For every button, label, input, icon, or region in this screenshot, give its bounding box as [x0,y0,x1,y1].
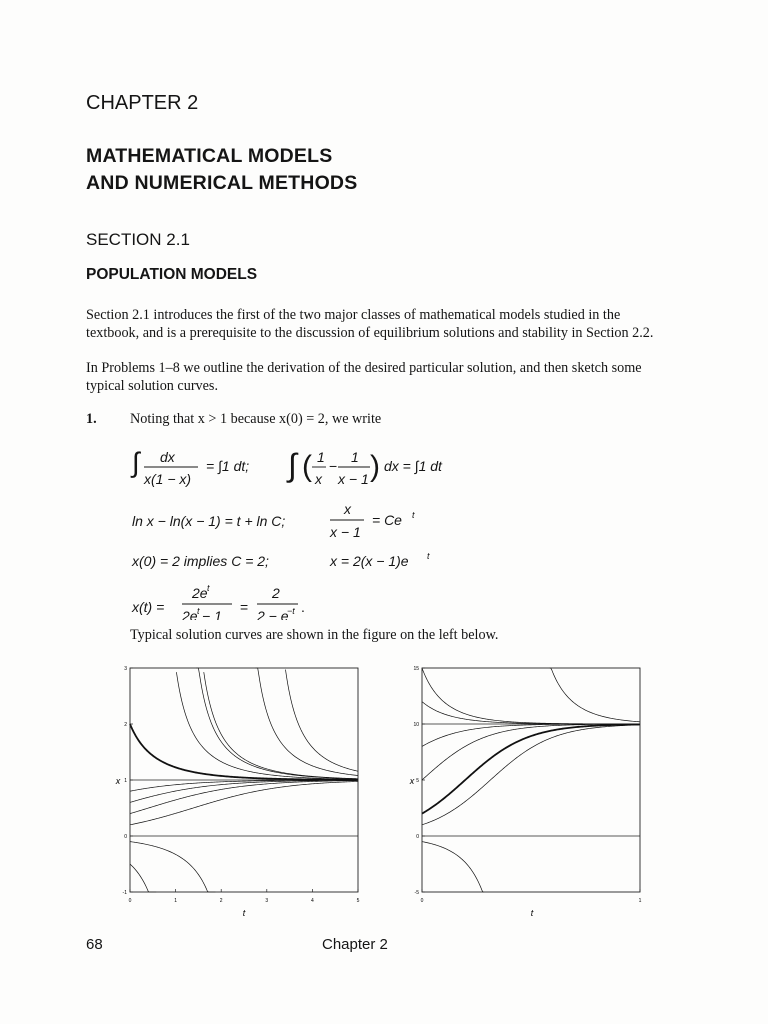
problem-lead-text: Noting that x > 1 because x(0) = 2, we write [130,411,382,427]
chart-right [408,660,648,930]
x-tick-label: 5 [356,898,360,904]
eq4-den1: 2e [182,608,198,620]
chart-left-ylabel: x [115,776,121,786]
solution-curve [176,672,358,779]
eq1r-num1: 1 [317,449,325,465]
y-tick-label: 2 [124,722,127,728]
y-tick-label: 10 [413,722,419,728]
solution-curve [422,668,640,892]
y-tick-label: -1 [122,890,127,896]
intro-paragraph [86,306,686,342]
eq1r-rhs: dx = ∫1 dt [384,458,442,474]
svg-text:(: ( [302,450,312,483]
eq1-den: x(1 − x) [144,471,192,487]
highlighted-solution-curve [422,724,640,813]
problems-paragraph [86,359,686,395]
x-tick-label: 0 [420,898,424,904]
eq3-left: x(0) = 2 implies C = 2; [132,553,269,569]
running-title: Chapter 2 [322,936,388,953]
page-number: 68 [86,936,103,953]
y-tick-label: -5 [414,890,419,896]
x-tick-label: 4 [311,898,314,904]
problem-number: 1. [86,411,97,427]
y-tick-label: 5 [416,778,419,784]
chart-right-xlabel: t [530,908,534,918]
x-tick-label: 2 [219,898,223,904]
x-tick-label: 3 [265,898,269,904]
eq4-lhs: x(t) = [132,599,165,615]
solution-curve [286,670,359,772]
eq2r-sup: t [412,510,415,520]
eq2r-rhs: = Ce [372,512,402,528]
x-tick-label: 1 [638,898,642,904]
solution-curve [130,780,358,791]
eq4-den1-tail: − 1 [202,608,222,620]
solution-curve [422,724,640,780]
eq2r-den: x − 1 [330,524,361,540]
intro-line-2: textbook, and is a prerequisite to the discussion of equilibrium solutions and stability in Section 2.2. [86,325,654,341]
section-heading: SECTION 2.1 [86,230,190,249]
eq3r: x = 2(x − 1)e [330,553,409,569]
x-tick-label: 0 [128,898,132,904]
eq4-num2: 2 [272,585,280,601]
subsection-heading: POPULATION MODELS [86,266,258,283]
svg-text:−: − [329,458,338,474]
integral-sign: ∫ [132,447,140,478]
eq1r-den2: x − 1 [338,471,369,487]
chapter-title-line2: AND NUMERICAL METHODS [86,172,358,194]
solution-curve [130,781,358,814]
chapter-label: CHAPTER 2 [86,92,199,114]
eq1-num: dx [160,449,175,465]
chart-left [110,660,370,930]
eq3r-sup: t [427,551,430,561]
intro-line-1: Section 2.1 introduces the first of the two major classes of mathematical models studied in the [86,307,621,323]
problems-line-2: typical solution curves. [86,378,218,394]
solution-curve [422,725,640,825]
eq4-num1-sup: t [207,583,210,593]
solution-curve [204,672,358,779]
eq4-den2-sup: −t [287,606,295,616]
chart-left-xlabel: t [242,908,246,918]
chart-right-frame [422,668,640,892]
eq4-den2: 2 − e [257,608,289,620]
solution-curve [422,702,640,724]
eq1-rhs: = ∫1 dt; [206,458,250,474]
solution-curve [422,668,640,724]
svg-text:=: = [240,599,249,615]
y-tick-label: 0 [416,834,419,840]
y-tick-label: 1 [124,778,127,784]
y-tick-label: 3 [124,666,127,672]
eq2-left: ln x − ln(x − 1) = t + ln C; [132,513,286,529]
problems-line-1: In Problems 1–8 we outline the derivation of the desired particular solution, and then sketch some [86,360,642,376]
eq4-num1: 2e [192,585,208,601]
equation-block-right [280,440,480,590]
eq1r-den1: x [315,471,322,487]
highlighted-solution-curve [130,724,358,780]
eq4-den1-sup: t [197,606,200,616]
y-tick-label: 0 [124,834,127,840]
y-tick-label: 15 [413,666,419,672]
svg-text:∫: ∫ [288,447,297,483]
chart-right-ylabel: x [409,776,415,786]
svg-text:.: . [301,599,305,615]
chapter-title-line1: MATHEMATICAL MODELS [86,145,333,167]
solution-curve [130,780,358,802]
eq2r-num: x [344,501,351,517]
svg-text:): ) [370,450,380,483]
eq1r-num2: 1 [351,449,359,465]
x-tick-label: 1 [174,898,177,904]
figure-caption: Typical solution curves are shown in the figure on the left below. [130,627,499,643]
